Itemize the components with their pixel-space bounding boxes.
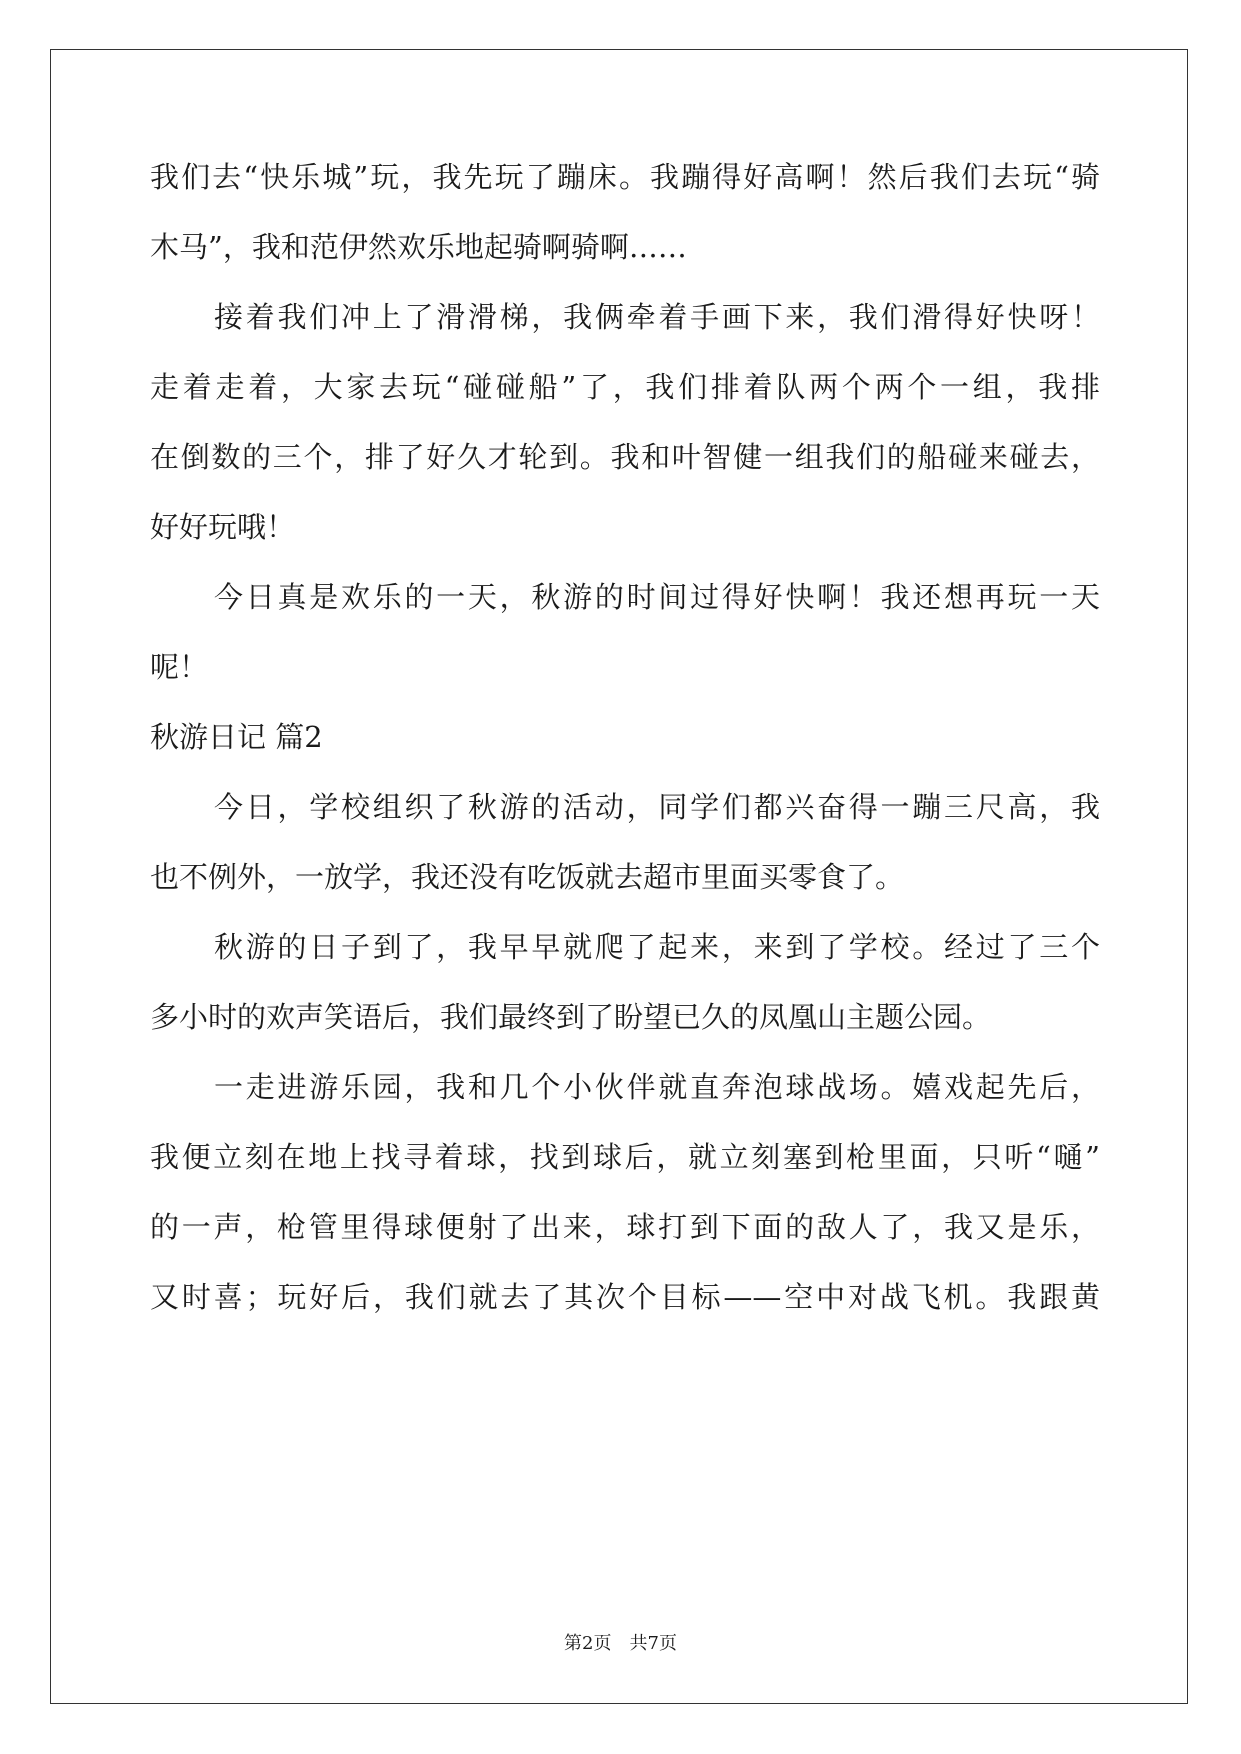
text-line: 今日，学校组织了秋游的活动，同学们都兴奋得一蹦三尺高，我	[214, 790, 1100, 824]
text-line: 又时喜；玩好后，我们就去了其次个目标——空中对战飞机。我跟黄	[150, 1280, 1100, 1314]
text-line: 我便立刻在地上找寻着球，找到球后，就立刻塞到枪里面，只听“嗵”	[150, 1140, 1100, 1174]
text-line: 的一声，枪管里得球便射了出来，球打到下面的敌人了，我又是乐，	[150, 1210, 1100, 1244]
text-line: 秋游的日子到了，我早早就爬了起来，来到了学校。经过了三个	[214, 930, 1100, 964]
text-line: 在倒数的三个，排了好久才轮到。我和叶智健一组我们的船碰来碰去，	[150, 440, 1100, 474]
text-line: 一走进游乐园，我和几个小伙伴就直奔泡球战场。嬉戏起先后，	[214, 1070, 1100, 1104]
section-heading: 秋游日记 篇2	[150, 720, 323, 754]
text-line: 也不例外，一放学，我还没有吃饭就去超市里面买零食了。	[150, 860, 905, 894]
text-line: 今日真是欢乐的一天，秋游的时间过得好快啊！我还想再玩一天	[214, 580, 1100, 614]
text-line: 走着走着，大家去玩“碰碰船”了，我们排着队两个两个一组，我排	[150, 370, 1100, 404]
text-line: 好好玩哦！	[150, 510, 296, 544]
text-line: 多小时的欢声笑语后，我们最终到了盼望已久的凤凰山主题公园。	[150, 1000, 992, 1034]
text-line: 我们去“快乐城”玩，我先玩了蹦床。我蹦得好高啊！然后我们去玩“骑	[150, 160, 1100, 194]
text-line: 接着我们冲上了滑滑梯，我俩牵着手画下来，我们滑得好快呀！	[214, 300, 1100, 334]
text-line: 木马”，我和范伊然欢乐地起骑啊骑啊……	[150, 230, 687, 264]
page-number-footer: 第2页 共7页	[564, 1633, 677, 1654]
text-line: 呢！	[150, 650, 209, 684]
